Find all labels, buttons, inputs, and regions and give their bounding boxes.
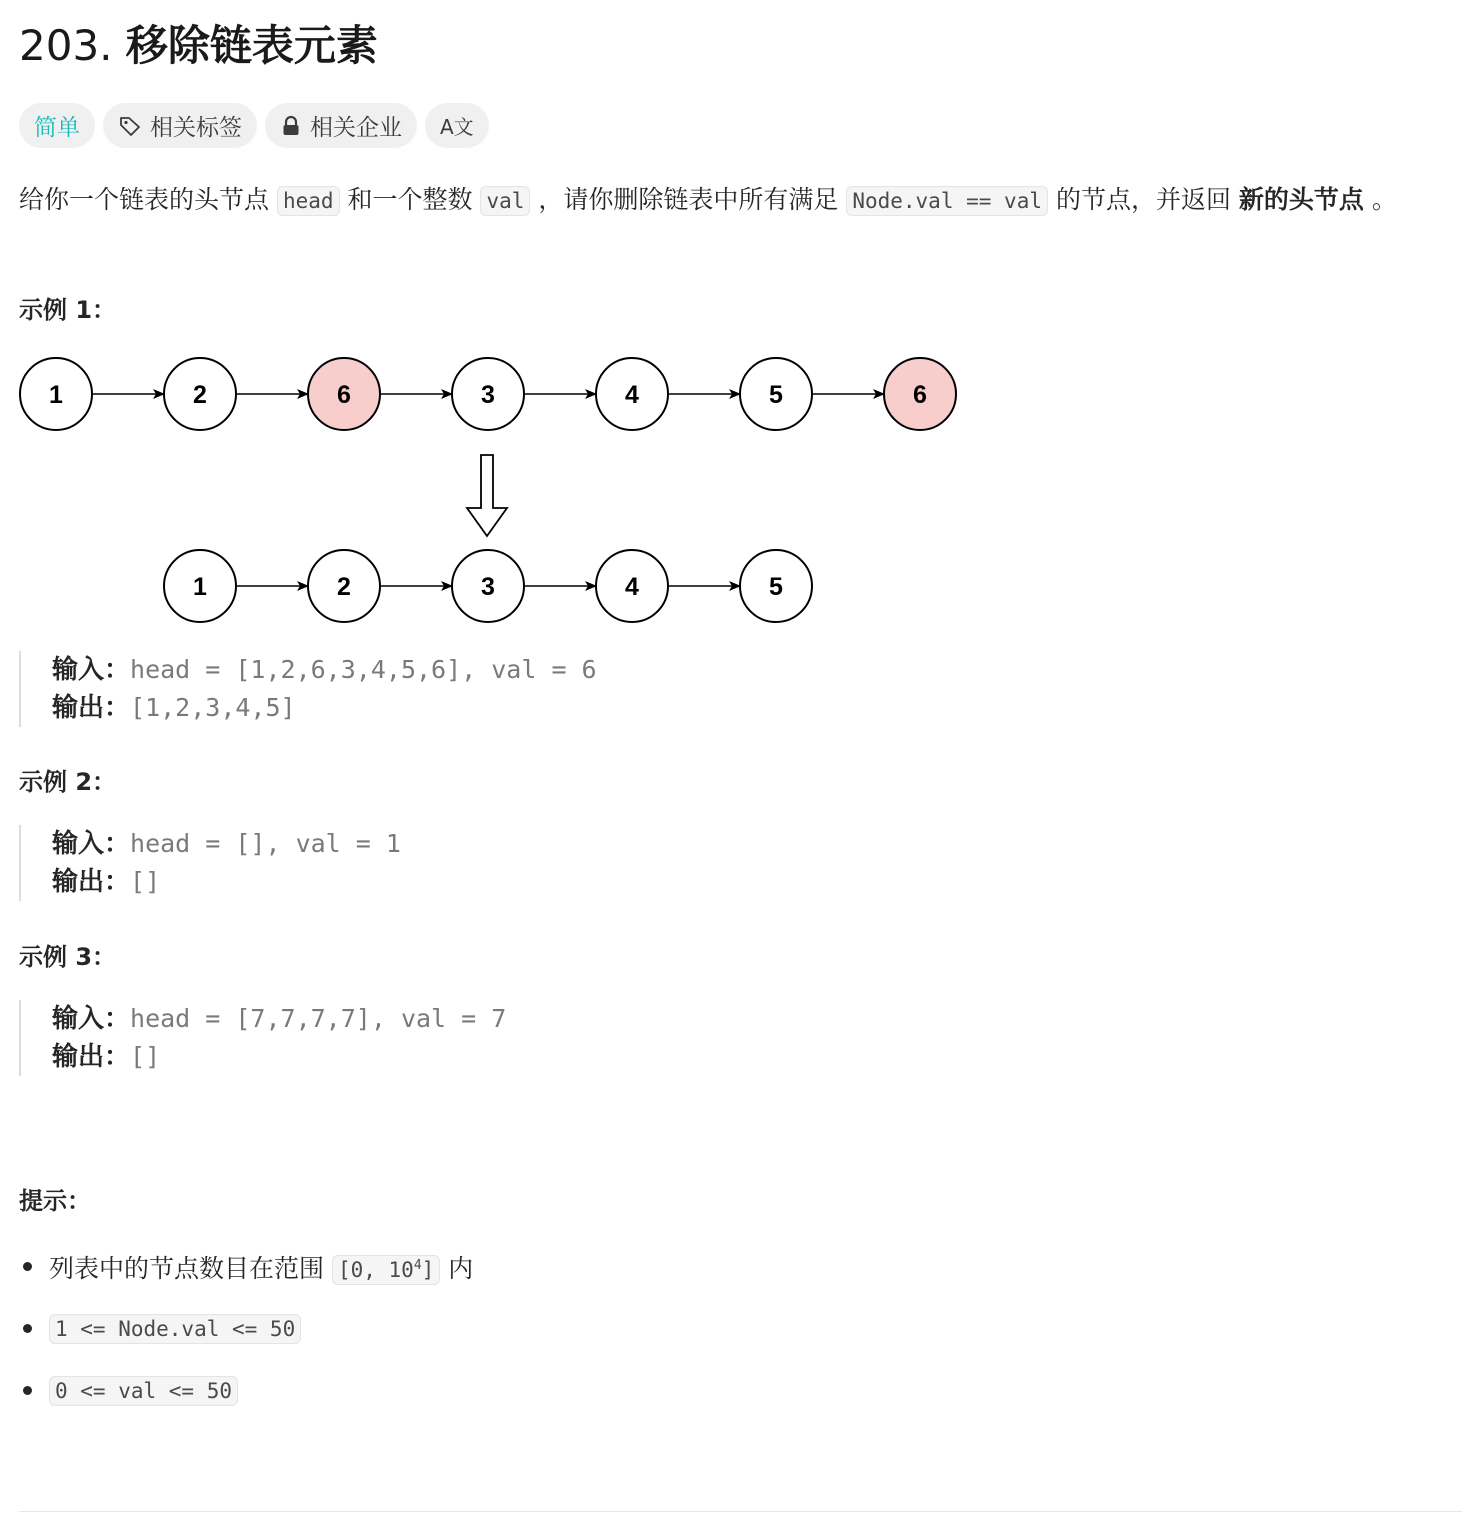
bullet-icon — [23, 1386, 32, 1395]
input-list-node-value: 6 — [913, 381, 927, 409]
bullet-icon — [23, 1262, 32, 1271]
translate-button[interactable] — [425, 103, 489, 148]
problem-number: 203. — [19, 21, 113, 70]
constraints-list — [19, 1246, 473, 1432]
constraints-heading: 提示： — [19, 1187, 91, 1215]
input-label: 输入： — [52, 655, 131, 685]
inline-code — [332, 1255, 440, 1285]
example-3-heading: 示例 3： — [19, 943, 117, 971]
lock-icon — [280, 115, 302, 137]
linked-list-diagram — [0, 340, 980, 640]
superscript: 4 — [413, 1258, 422, 1273]
desc-text: 和一个整数 — [347, 185, 473, 214]
output-value: [1,2,3,4,5] — [130, 693, 296, 722]
output-label: 输出： — [52, 693, 131, 723]
input-list-node-value: 6 — [337, 381, 351, 409]
output-list-node-value: 4 — [625, 573, 639, 601]
example-2-heading: 示例 2： — [19, 768, 117, 796]
related-companies-label: 相关企业 — [310, 115, 402, 141]
inline-code: Node.val == val — [846, 186, 1048, 216]
difficulty-label: 简单 — [34, 115, 80, 141]
output-list-node-value: 5 — [769, 573, 783, 601]
output-value: [] — [130, 1042, 161, 1071]
related-companies-button[interactable] — [265, 103, 417, 148]
output-list-node-value: 2 — [337, 573, 351, 601]
example-1-heading: 示例 1： — [19, 296, 117, 324]
difficulty-badge[interactable] — [19, 103, 95, 148]
input-list-node-value: 1 — [49, 381, 63, 409]
related-tags-button[interactable] — [103, 103, 257, 148]
translate-icon: A文 — [440, 115, 474, 139]
input-label: 输入： — [52, 829, 131, 859]
list-item — [19, 1246, 473, 1308]
desc-text: ，请你删除链表中所有满足 — [538, 185, 839, 214]
desc-text: 给你一个链表的头节点 — [19, 185, 270, 214]
example-2-block — [19, 825, 401, 901]
desc-text: 的节点，并返回 — [1055, 185, 1231, 214]
tag-icon — [118, 114, 142, 138]
output-value: [] — [130, 867, 161, 896]
input-value: head = [], val = 1 — [130, 829, 401, 858]
output-list-node-value: 3 — [481, 573, 495, 601]
constraint-text: 列表中的节点数目在范围 — [49, 1254, 325, 1283]
bullet-icon — [23, 1324, 32, 1333]
problem-description — [19, 180, 1397, 221]
desc-text: 。 — [1371, 185, 1397, 214]
tag-bar — [19, 103, 489, 148]
inline-code: 1 <= Node.val <= 50 — [49, 1314, 301, 1344]
problem-name: 移除链表元素 — [125, 21, 378, 70]
input-value: head = [1,2,6,3,4,5,6], val = 6 — [130, 655, 597, 684]
inline-code: 0 <= val <= 50 — [49, 1376, 238, 1406]
output-label: 输出： — [52, 1042, 131, 1072]
input-list-node-value: 4 — [625, 381, 639, 409]
inline-code: val — [480, 186, 530, 216]
related-tags-label: 相关标签 — [150, 115, 242, 141]
desc-bold: 新的头节点 — [1238, 185, 1364, 214]
output-label: 输出： — [52, 867, 131, 897]
code-part: [0, 10 — [337, 1258, 414, 1282]
constraint-text: 内 — [448, 1254, 474, 1283]
problem-title — [19, 20, 378, 72]
list-item — [19, 1308, 473, 1370]
example-3-block — [19, 1000, 506, 1076]
output-list-node-value: 1 — [193, 573, 207, 601]
list-item — [19, 1370, 473, 1432]
input-list-node-value: 2 — [193, 381, 207, 409]
input-label: 输入： — [52, 1004, 131, 1034]
inline-code: head — [277, 186, 340, 216]
down-arrow-icon — [467, 455, 507, 536]
input-list-node-value: 5 — [769, 381, 783, 409]
code-part: ] — [421, 1258, 435, 1282]
divider — [19, 1511, 1462, 1512]
input-list-node-value: 3 — [481, 381, 495, 409]
example-1-block — [19, 651, 597, 727]
input-value: head = [7,7,7,7], val = 7 — [130, 1004, 507, 1033]
